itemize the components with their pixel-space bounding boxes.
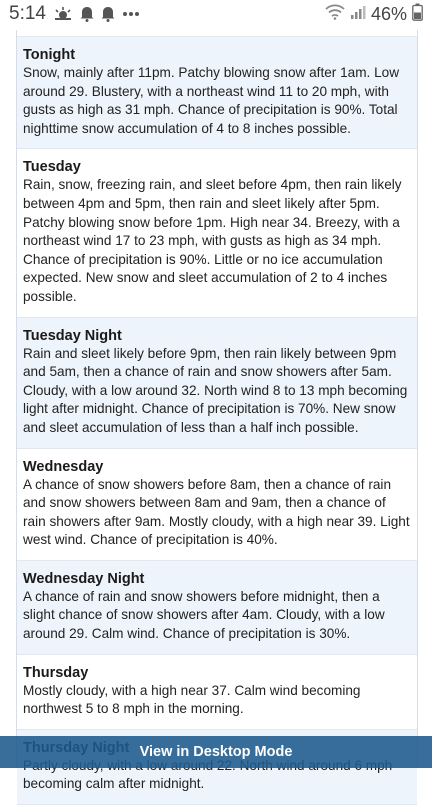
forecast-period-text: Mostly cloudy, with a high near 37. Calm wind becoming northwest 5 to 8 mph in the morning. bbox=[23, 682, 361, 717]
list-top-border bbox=[17, 30, 417, 37]
forecast-period-label: Tuesday Night bbox=[23, 327, 122, 344]
forecast-period-text: A chance of snow showers before 8am, then a chance of rain and snow showers between 8am and 9am, then a chance of rain showers after 9am. Mostly cloudy, with a high near 39. Light west wind. Chance of precipitation is 40%. bbox=[23, 476, 410, 548]
forecast-period-text: becoming calm after midnight. bbox=[23, 776, 205, 792]
forecast-row-tuesday-night bbox=[17, 318, 417, 449]
forecast-row-tuesday bbox=[17, 149, 417, 317]
status-bar bbox=[0, 0, 432, 30]
forecast-row-wednesday-night bbox=[17, 561, 417, 655]
weather-icon bbox=[53, 6, 73, 22]
forecast-period-label: Wednesday Night bbox=[23, 570, 145, 587]
forecast-period-text: A chance of rain and snow showers before midnight, then a slight chance of snow showers after 4am. Cloudy, with a low around 29. Calm wind. Chance of precipitation is 30%. bbox=[23, 588, 385, 642]
forecast-period-label: Tonight bbox=[23, 47, 76, 63]
forecast-period-label: Wednesday bbox=[23, 458, 104, 475]
signal-icon bbox=[350, 4, 366, 25]
status-time: 5:14 bbox=[9, 3, 46, 24]
notification-bell-icon bbox=[101, 6, 115, 22]
more-dots-icon bbox=[122, 11, 140, 17]
status-icons-left bbox=[53, 6, 140, 22]
forecast-period-label: Tuesday bbox=[23, 159, 81, 176]
battery-icon bbox=[412, 3, 423, 26]
forecast-row-thursday bbox=[17, 655, 417, 730]
notification-bell-icon bbox=[80, 6, 94, 22]
forecast-period-text: Rain, snow, freezing rain, and sleet before 4pm, then rain likely between 4pm and 5pm, then rain and sleet likely after 5pm. Patchy blowing snow before 1pm. High near 34. Breezy, with a northeast wind 17 to 23 mph, with gusts as high as 34 mph. Chance of precipitation is 90%. Little or no ice accumulation expected. New snow and sleet accumulation of 2 to 4 inches possible. bbox=[23, 177, 402, 304]
battery-percentage: 46% bbox=[370, 4, 407, 24]
wifi-icon bbox=[325, 4, 345, 25]
forecast-list bbox=[16, 30, 418, 792]
forecast-row-wednesday bbox=[17, 449, 417, 561]
forecast-period-label: Thursday bbox=[23, 664, 89, 681]
view-desktop-mode-button[interactable]: View in Desktop Mode bbox=[0, 736, 432, 768]
forecast-period-text: Snow, mainly after 11pm. Patchy blowing snow after 1am. Low around 29. Blustery, with a northeast wind 11 to 20 mph, with gusts as high as 31 mph. Chance of precipitation is 90%. Total nighttime snow accumulation of 4 to 8 inches possible. bbox=[23, 65, 400, 136]
forecast-period-text: Rain and sleet likely before 9pm, then rain likely between 9pm and 5am, then a chance of rain and snow showers after 5am. Cloudy, with a low around 32. North wind 8 to 13 mph becoming light after midnight. Chance of precipitation is 70%. New snow and sleet accumulation of less than a half inch possible. bbox=[23, 345, 408, 435]
status-icons-right bbox=[325, 3, 423, 26]
forecast-row-tonight bbox=[17, 37, 417, 149]
